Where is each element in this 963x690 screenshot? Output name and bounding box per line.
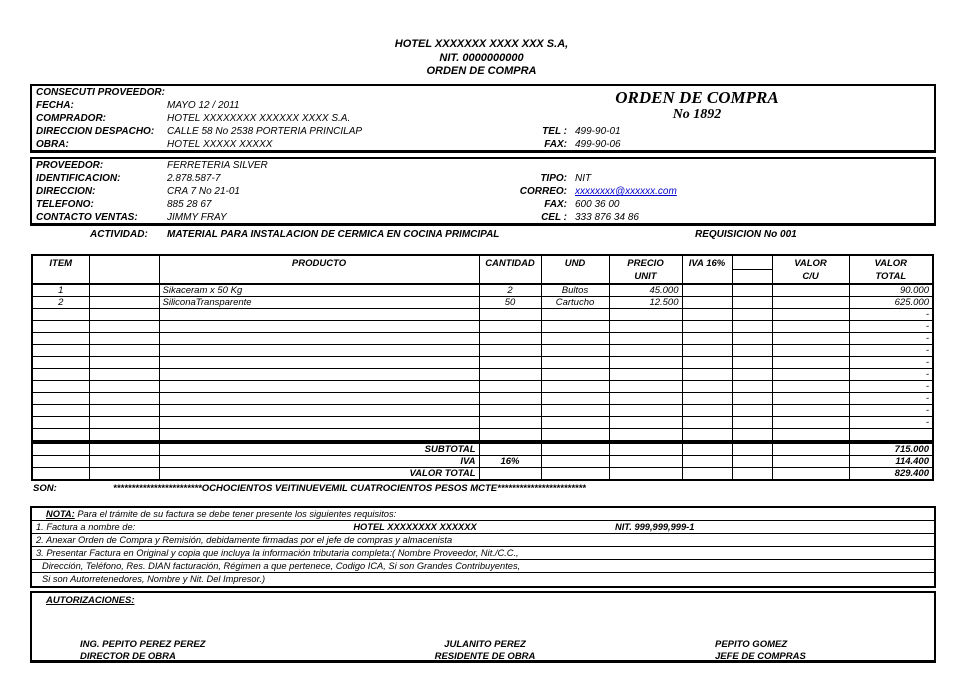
table-row xyxy=(32,345,933,357)
cell-valor_cu xyxy=(772,381,849,393)
signer-residente xyxy=(385,639,585,663)
cell-cantidad xyxy=(479,429,541,441)
cell-iva xyxy=(682,297,732,309)
cell-producto xyxy=(159,381,479,393)
cell-iva xyxy=(682,381,732,393)
direccion-despacho-value: CALLE 58 No 2538 PORTERIA PRINCILAP xyxy=(167,126,363,137)
tel-label: TEL : xyxy=(542,126,567,137)
cell-und xyxy=(541,417,609,429)
cell-item xyxy=(32,417,89,429)
nota-intro-row xyxy=(32,508,934,521)
cell-und xyxy=(541,321,609,333)
requisicion-number: REQUISICION No 001 xyxy=(695,229,797,240)
cell-precio_unit xyxy=(609,333,682,345)
cell-cantidad xyxy=(479,309,541,321)
cell-producto xyxy=(159,417,479,429)
signer-role: JEFE DE COMPRAS xyxy=(715,651,806,662)
cell-blank xyxy=(732,297,772,309)
cell-iva xyxy=(682,284,732,297)
cell-blank xyxy=(732,321,772,333)
header-cantidad: CANTIDAD xyxy=(479,255,541,284)
header-valor-cu xyxy=(772,255,849,284)
cell-valor_total: - xyxy=(849,345,933,357)
header-valor-cu-line2: C/U xyxy=(802,271,819,282)
nota-line1-pre: 1. Factura a nombre de: xyxy=(36,522,136,532)
cell-blank xyxy=(732,345,772,357)
nota-line3b: Dirección, Teléfono, Res. DIAN facturación, Régimen a que pertenece, Codigo ICA, Si son Grandes Contribuyentes, xyxy=(42,561,521,571)
identificacion-label: IDENTIFICACION: xyxy=(36,173,121,184)
cell-cantidad xyxy=(479,321,541,333)
nota-line2: 2. Anexar Orden de Compra y Remisión, debidamente firmadas por el jefe de compras y almacenista xyxy=(36,535,453,545)
cell-cantidad: 50 xyxy=(479,297,541,309)
cell-iva xyxy=(682,417,732,429)
cell-col2 xyxy=(89,357,159,369)
iva-row xyxy=(32,456,933,468)
supplier-fax-label: FAX: xyxy=(544,199,567,210)
tel-value: 499-90-01 xyxy=(575,126,621,137)
cell-col2 xyxy=(89,297,159,309)
cell-cantidad xyxy=(479,333,541,345)
header-item: ITEM xyxy=(32,255,89,284)
actividad-row xyxy=(0,229,963,243)
subtotal-value: 715.000 xyxy=(849,444,933,456)
cell-valor_cu xyxy=(772,297,849,309)
cell-iva xyxy=(682,405,732,417)
header-precio-unit xyxy=(609,255,682,284)
cell-col2 xyxy=(89,393,159,405)
fax-label: FAX: xyxy=(544,139,567,150)
consecutivo-label: CONSECUTI PROVEEDOR: xyxy=(36,87,165,98)
cell-col2 xyxy=(89,345,159,357)
supplier-info-box xyxy=(30,157,936,226)
document-type: ORDEN DE COMPRA xyxy=(426,65,537,77)
signer-name: ING. PEPITO PEREZ PEREZ xyxy=(80,639,206,650)
cell-blank xyxy=(732,369,772,381)
cell-und xyxy=(541,429,609,441)
cell-blank xyxy=(732,381,772,393)
cell-col2 xyxy=(89,417,159,429)
cell-valor_total: 90.000 xyxy=(849,284,933,297)
cell-valor_cu xyxy=(772,429,849,441)
direccion-value: CRA 7 No 21-01 xyxy=(167,186,240,197)
cell-precio_unit xyxy=(609,369,682,381)
cell-valor_total: - xyxy=(849,393,933,405)
cell-precio_unit: 12.500 xyxy=(609,297,682,309)
nota-line1-nit: NIT. 999,999,999-1 xyxy=(615,522,695,532)
cell-precio_unit: 45.000 xyxy=(609,284,682,297)
cell-precio_unit xyxy=(609,357,682,369)
cell-precio_unit xyxy=(609,417,682,429)
cel-label: CEL : xyxy=(541,212,567,223)
signer-role: RESIDENTE DE OBRA xyxy=(434,651,536,662)
cell-blank xyxy=(732,417,772,429)
cell-und: Cartucho xyxy=(541,297,609,309)
cell-cantidad: 2 xyxy=(479,284,541,297)
cell-producto xyxy=(159,357,479,369)
nota-line3b-row xyxy=(32,560,934,573)
cell-precio_unit xyxy=(609,405,682,417)
buyer-info-box xyxy=(30,84,936,153)
cell-valor_total: 625.000 xyxy=(849,297,933,309)
nota-line3a: 3. Presentar Factura en Original y copia que incluya la información tributaria completa:( Nombre Proveedor, Nit./C.C., xyxy=(36,548,519,558)
table-body xyxy=(32,284,933,441)
cell-producto xyxy=(159,345,479,357)
signer-role: DIRECTOR DE OBRA xyxy=(80,651,176,662)
nota-line1-row xyxy=(32,521,934,534)
iva-value: 114.400 xyxy=(849,456,933,468)
cell-producto xyxy=(159,321,479,333)
nota-line2-row xyxy=(32,534,934,547)
cell-col2 xyxy=(89,321,159,333)
autorizaciones-box xyxy=(30,591,936,663)
direccion-label: DIRECCION: xyxy=(36,186,96,197)
cell-producto: SiliconaTransparente xyxy=(159,297,479,309)
comprador-label: COMPRADOR: xyxy=(36,113,106,124)
cell-precio_unit xyxy=(609,345,682,357)
table-row xyxy=(32,284,933,297)
cell-valor_cu xyxy=(772,284,849,297)
table-row xyxy=(32,417,933,429)
nota-line3c: Si son Autorretenedores, Nombre y Nit. Del Impresor.) xyxy=(42,574,266,584)
cell-iva xyxy=(682,309,732,321)
supplier-fax-value: 600 36 00 xyxy=(575,199,620,210)
order-title: ORDEN DE COMPRA xyxy=(615,88,779,107)
table-row xyxy=(32,321,933,333)
cell-cantidad xyxy=(479,381,541,393)
cell-precio_unit xyxy=(609,309,682,321)
cell-cantidad xyxy=(479,393,541,405)
contacto-ventas-value: JIMMY FRAY xyxy=(167,212,227,223)
cell-und xyxy=(541,405,609,417)
cell-producto xyxy=(159,369,479,381)
cell-valor_cu xyxy=(772,405,849,417)
cell-valor_total: - xyxy=(849,405,933,417)
cell-iva xyxy=(682,393,732,405)
proveedor-value: FERRETERIA SILVER xyxy=(167,160,268,171)
table-header-row xyxy=(32,255,933,284)
table-row xyxy=(32,297,933,309)
cell-valor_cu xyxy=(772,309,849,321)
cell-item xyxy=(32,333,89,345)
cell-valor_total: - xyxy=(849,381,933,393)
table-row xyxy=(32,369,933,381)
cell-item xyxy=(32,381,89,393)
cell-cantidad xyxy=(479,405,541,417)
cell-iva xyxy=(682,369,732,381)
cell-valor_cu xyxy=(772,345,849,357)
cell-producto xyxy=(159,405,479,417)
cell-blank xyxy=(732,284,772,297)
cell-und xyxy=(541,381,609,393)
cell-valor_total: - xyxy=(849,357,933,369)
cell-und: Bultos xyxy=(541,284,609,297)
cell-und xyxy=(541,393,609,405)
cell-col2 xyxy=(89,429,159,441)
cell-iva xyxy=(682,321,732,333)
cell-precio_unit xyxy=(609,393,682,405)
table-row xyxy=(32,405,933,417)
subtotal-label: SUBTOTAL xyxy=(159,444,479,456)
cell-cantidad xyxy=(479,417,541,429)
header-iva: IVA 16% xyxy=(682,255,732,284)
cell-valor_total xyxy=(849,429,933,441)
header-producto: PRODUCTO xyxy=(159,255,479,284)
header-blank xyxy=(732,255,772,284)
valor-total-row xyxy=(32,468,933,481)
correo-label: CORREO: xyxy=(519,186,567,197)
contacto-ventas-label: CONTACTO VENTAS: xyxy=(36,212,138,223)
son-text: ************************OCHOCIENTOS VEITINUEVEMIL CUATROCIENTOS PESOS MCTE************************ xyxy=(113,483,586,494)
telefono-label: TELEFONO: xyxy=(36,199,94,210)
items-table xyxy=(31,254,934,481)
comprador-value: HOTEL XXXXXXXX XXXXXX XXXX S.A. xyxy=(167,113,351,124)
cell-producto xyxy=(159,309,479,321)
document-header xyxy=(0,38,963,79)
cell-valor_cu xyxy=(772,393,849,405)
cell-valor_cu xyxy=(772,333,849,345)
nota-box xyxy=(30,506,936,588)
actividad-value: MATERIAL PARA INSTALACION DE CERMICA EN COCINA PRIMCIPAL xyxy=(167,229,500,240)
iva-rate: 16% xyxy=(479,456,541,468)
cell-blank xyxy=(732,357,772,369)
identificacion-value: 2.878.587-7 xyxy=(167,173,221,184)
proveedor-label: PROVEEDOR: xyxy=(36,160,104,171)
cell-und xyxy=(541,333,609,345)
fecha-value: MAYO 12 / 2011 xyxy=(167,100,240,111)
cell-col2 xyxy=(89,333,159,345)
cell-blank xyxy=(732,333,772,345)
subtotal-row xyxy=(32,444,933,456)
son-label: SON: xyxy=(33,483,57,494)
correo-link[interactable]: xxxxxxxx@xxxxxx.com xyxy=(575,186,677,197)
cell-precio_unit xyxy=(609,429,682,441)
cell-valor_total: - xyxy=(849,309,933,321)
table-row xyxy=(32,393,933,405)
nota-label: NOTA: xyxy=(46,509,75,519)
fax-value: 499-90-06 xyxy=(575,139,621,150)
cell-col2 xyxy=(89,284,159,297)
cell-producto xyxy=(159,333,479,345)
cell-item xyxy=(32,321,89,333)
table-row xyxy=(32,357,933,369)
cell-valor_total: - xyxy=(849,321,933,333)
signer-jefe-compras xyxy=(715,639,806,663)
cell-und xyxy=(541,369,609,381)
nota-line3c-row xyxy=(32,573,934,586)
autorizaciones-label: AUTORIZACIONES: xyxy=(46,595,135,606)
cell-cantidad xyxy=(479,357,541,369)
tipo-value: NIT xyxy=(575,173,592,184)
cell-iva xyxy=(682,429,732,441)
cell-cantidad xyxy=(479,369,541,381)
nota-intro: Para el trámite de su factura se debe tener presente los siguientes requisitos: xyxy=(77,509,397,519)
iva-label: IVA xyxy=(159,456,479,468)
cell-col2 xyxy=(89,369,159,381)
table-row xyxy=(32,309,933,321)
telefono-value: 885 28 67 xyxy=(167,199,212,210)
cell-item xyxy=(32,405,89,417)
order-number: No 1892 xyxy=(672,107,722,122)
actividad-label: ACTIVIDAD: xyxy=(90,229,148,240)
header-col2 xyxy=(89,255,159,284)
header-precio-line1: PRECIO xyxy=(627,258,664,269)
cell-blank xyxy=(732,393,772,405)
cell-cantidad xyxy=(479,345,541,357)
fecha-label: FECHA: xyxy=(36,100,74,111)
cell-precio_unit xyxy=(609,381,682,393)
cell-blank xyxy=(732,429,772,441)
cell-item xyxy=(32,393,89,405)
cell-col2 xyxy=(89,405,159,417)
cell-item xyxy=(32,357,89,369)
signer-director xyxy=(80,639,205,663)
cell-col2 xyxy=(89,309,159,321)
header-valor-total-line2: TOTAL xyxy=(875,271,907,282)
cell-item xyxy=(32,345,89,357)
cell-item xyxy=(32,369,89,381)
cell-producto xyxy=(159,429,479,441)
cell-producto xyxy=(159,393,479,405)
cell-valor_total: - xyxy=(849,333,933,345)
cell-producto: Sikaceram x 50 Kg xyxy=(159,284,479,297)
header-und: UND xyxy=(541,255,609,284)
cell-und xyxy=(541,309,609,321)
cell-blank xyxy=(732,405,772,417)
header-valor-total-line1: VALOR xyxy=(874,258,908,269)
cell-valor_total: - xyxy=(849,369,933,381)
cell-iva xyxy=(682,333,732,345)
table-row xyxy=(32,381,933,393)
obra-value: HOTEL XXXXX XXXXX xyxy=(167,139,273,150)
obra-label: OBRA: xyxy=(36,139,69,150)
cell-valor_cu xyxy=(772,357,849,369)
cell-item xyxy=(32,309,89,321)
table-row xyxy=(32,429,933,441)
cell-valor_cu xyxy=(772,417,849,429)
valor-total-value: 829.400 xyxy=(849,468,933,481)
header-precio-line2: UNIT xyxy=(634,271,657,282)
cell-valor_total: - xyxy=(849,417,933,429)
cell-iva xyxy=(682,345,732,357)
cell-precio_unit xyxy=(609,321,682,333)
cell-und xyxy=(541,345,609,357)
signer-name: PEPITO GOMEZ xyxy=(715,639,788,650)
company-name: HOTEL XXXXXXX XXXX XXX S.A, xyxy=(394,38,569,50)
tipo-label: TIPO: xyxy=(540,173,567,184)
cell-valor_cu xyxy=(772,321,849,333)
cel-value: 333 876 34 86 xyxy=(575,212,639,223)
company-nit: NIT. 0000000000 xyxy=(439,51,524,64)
header-valor-total xyxy=(849,255,933,284)
nota-line3a-row xyxy=(32,547,934,560)
cell-col2 xyxy=(89,381,159,393)
cell-blank xyxy=(732,309,772,321)
header-valor-cu-line1: VALOR xyxy=(794,258,827,269)
cell-iva xyxy=(682,357,732,369)
cell-item xyxy=(32,429,89,441)
cell-valor_cu xyxy=(772,369,849,381)
cell-item: 1 xyxy=(32,284,89,297)
nota-line1-hotel: HOTEL XXXXXXXX XXXXXX xyxy=(353,522,477,532)
table-row xyxy=(32,333,933,345)
signer-name: JULANITO PEREZ xyxy=(444,639,526,650)
direccion-despacho-label: DIRECCION DESPACHO: xyxy=(36,126,155,137)
valor-total-label: VALOR TOTAL xyxy=(159,468,479,481)
cell-und xyxy=(541,357,609,369)
cell-item: 2 xyxy=(32,297,89,309)
